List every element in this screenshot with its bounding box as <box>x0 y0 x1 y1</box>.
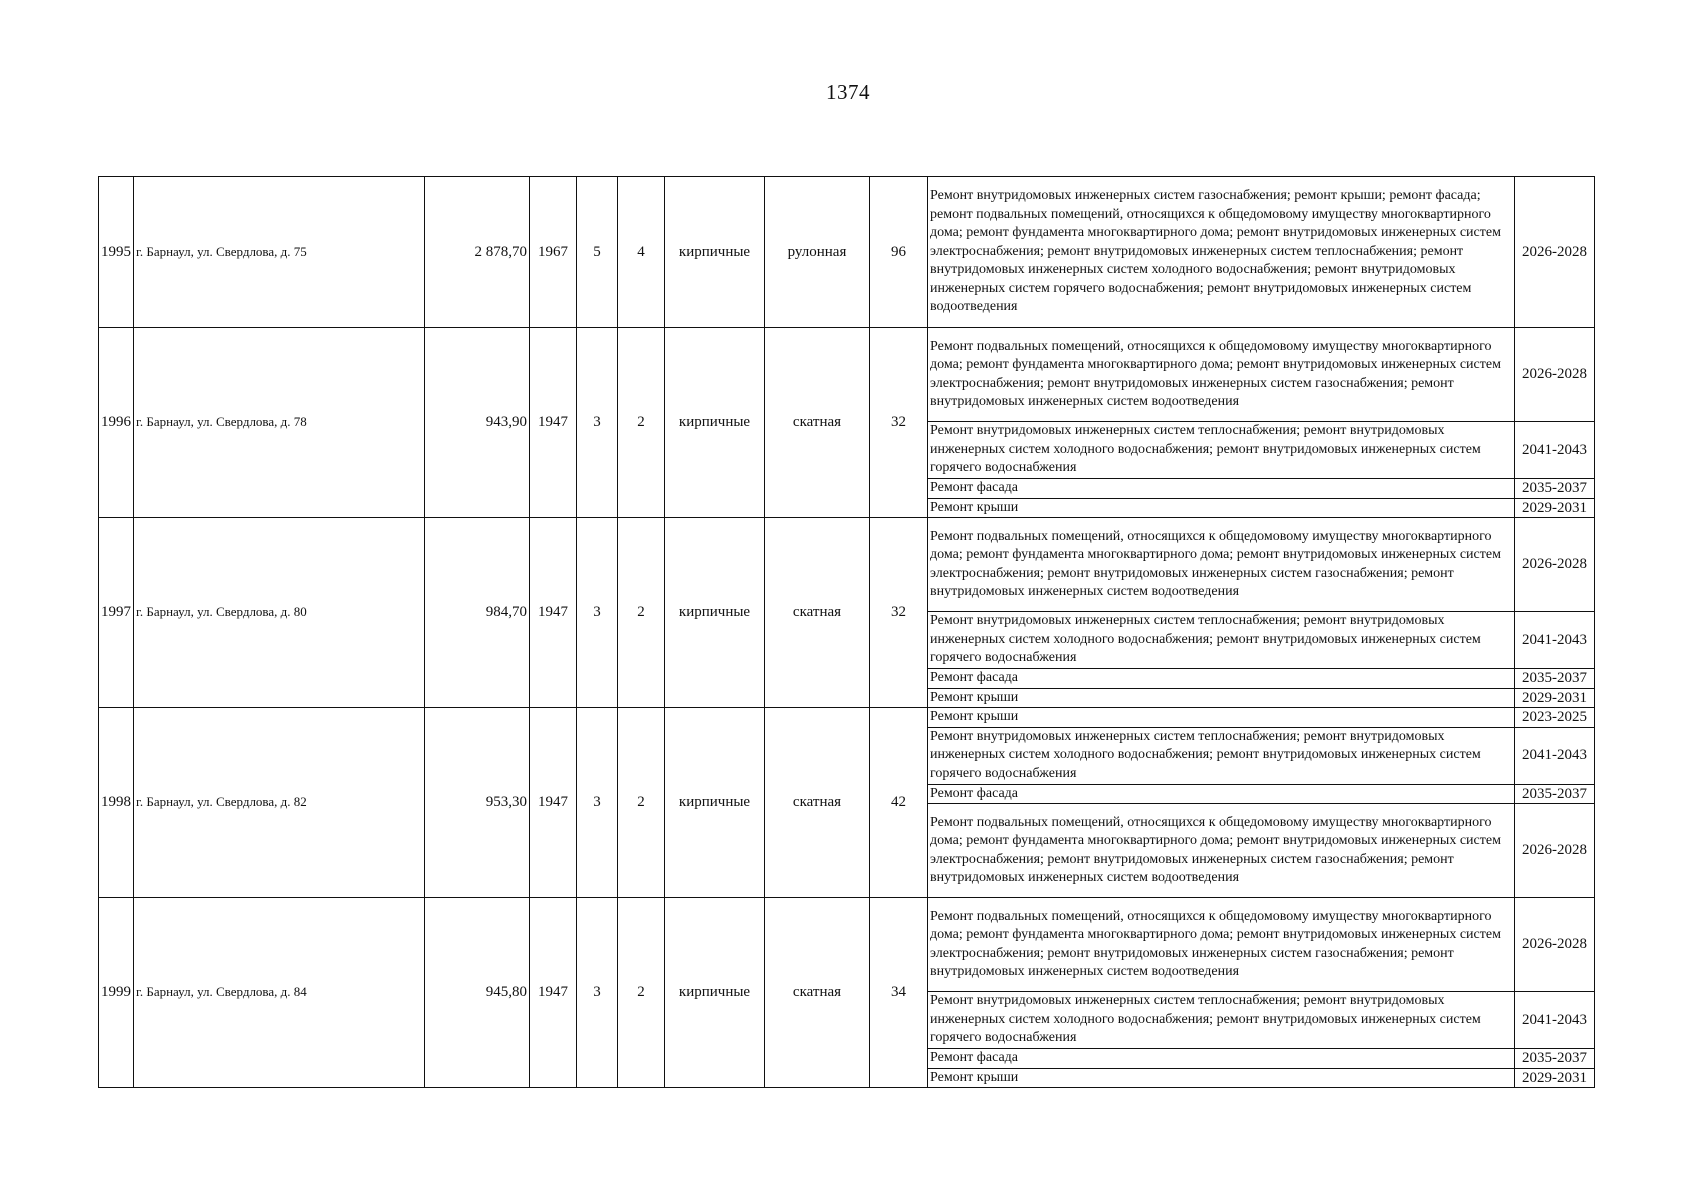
work-period: 2035-2037 <box>1515 479 1595 499</box>
entrances: 2 <box>618 328 665 518</box>
wall-material: кирпичные <box>665 708 765 898</box>
work-description: Ремонт подвальных помещений, относящихся к общедомовому имуществу многоквартирного дома; ремонт фундамента многоквартирного дома; ремонт внутридомовых инженерных систем электроснабжения; ремонт внутридомовых инженерных систем газоснабжения; ремонт внутридомовых инженерных систем водоотведения <box>928 804 1515 898</box>
row-number: 1995 <box>99 177 134 328</box>
apartments: 32 <box>870 518 928 708</box>
work-description: Ремонт внутридомовых инженерных систем теплоснабжения; ремонт внутридомовых инженерных систем холодного водоснабжения; ремонт внутридомовых инженерных систем горячего водоснабжения <box>928 992 1515 1049</box>
area: 945,80 <box>425 898 530 1088</box>
build-year: 1947 <box>530 708 577 898</box>
work-period: 2026-2028 <box>1515 804 1595 898</box>
address: г. Барнаул, ул. Свердлова, д. 75 <box>134 177 425 328</box>
row-number: 1996 <box>99 328 134 518</box>
work-period: 2041-2043 <box>1515 612 1595 669</box>
entrances: 2 <box>618 708 665 898</box>
work-description: Ремонт крыши <box>928 688 1515 708</box>
roof-type: скатная <box>765 898 870 1088</box>
area: 943,90 <box>425 328 530 518</box>
floors: 3 <box>577 708 618 898</box>
area: 984,70 <box>425 518 530 708</box>
wall-material: кирпичные <box>665 328 765 518</box>
page-number: 1374 <box>826 80 870 104</box>
work-period: 2026-2028 <box>1515 518 1595 612</box>
address: г. Барнаул, ул. Свердлова, д. 84 <box>134 898 425 1088</box>
work-period: 2041-2043 <box>1515 727 1595 784</box>
floors: 3 <box>577 898 618 1088</box>
area: 2 878,70 <box>425 177 530 328</box>
area: 953,30 <box>425 708 530 898</box>
build-year: 1947 <box>530 518 577 708</box>
work-description: Ремонт фасада <box>928 1049 1515 1069</box>
build-year: 1967 <box>530 177 577 328</box>
work-description: Ремонт подвальных помещений, относящихся к общедомовому имуществу многоквартирного дома; ремонт фундамента многоквартирного дома; ремонт внутридомовых инженерных систем электроснабжения; ремонт внутридомовых инженерных систем газоснабжения; ремонт внутридомовых инженерных систем водоотведения <box>928 898 1515 992</box>
work-period: 2035-2037 <box>1515 669 1595 689</box>
work-description: Ремонт подвальных помещений, относящихся к общедомовому имуществу многоквартирного дома; ремонт фундамента многоквартирного дома; ремонт внутридомовых инженерных систем электроснабжения; ремонт внутридомовых инженерных систем газоснабжения; ремонт внутридомовых инженерных систем водоотведения <box>928 518 1515 612</box>
work-description: Ремонт фасада <box>928 669 1515 689</box>
apartments: 96 <box>870 177 928 328</box>
work-description: Ремонт внутридомовых инженерных систем теплоснабжения; ремонт внутридомовых инженерных систем холодного водоснабжения; ремонт внутридомовых инженерных систем горячего водоснабжения <box>928 727 1515 784</box>
work-description: Ремонт фасада <box>928 479 1515 499</box>
apartments: 34 <box>870 898 928 1088</box>
work-description: Ремонт фасада <box>928 784 1515 804</box>
work-description: Ремонт внутридомовых инженерных систем теплоснабжения; ремонт внутридомовых инженерных систем холодного водоснабжения; ремонт внутридомовых инженерных систем горячего водоснабжения <box>928 422 1515 479</box>
work-description: Ремонт внутридомовых инженерных систем теплоснабжения; ремонт внутридомовых инженерных систем холодного водоснабжения; ремонт внутридомовых инженерных систем горячего водоснабжения <box>928 612 1515 669</box>
floors: 3 <box>577 328 618 518</box>
roof-type: скатная <box>765 708 870 898</box>
work-description: Ремонт внутридомовых инженерных систем газоснабжения; ремонт крыши; ремонт фасада; ремонт подвальных помещений, относящихся к общедомовому имуществу многоквартирного дома; ремонт фундамента многоквартирного дома; ремонт внутридомовых инженерных систем электроснабжения; ремонт внутридомовых инженерных систем теплоснабжения; ремонт внутридомовых инженерных систем холодного водоснабжения; ремонт внутридомовых инженерных систем горячего водоснабжения; ремонт внутридомовых инженерных систем водоотведения <box>928 177 1515 328</box>
address: г. Барнаул, ул. Свердлова, д. 78 <box>134 328 425 518</box>
work-period: 2026-2028 <box>1515 328 1595 422</box>
floors: 5 <box>577 177 618 328</box>
roof-type: скатная <box>765 518 870 708</box>
work-description: Ремонт крыши <box>928 1068 1515 1088</box>
housing-repair-table <box>98 176 1595 1088</box>
table-row <box>99 518 1595 612</box>
row-number: 1999 <box>99 898 134 1088</box>
work-period: 2041-2043 <box>1515 422 1595 479</box>
roof-type: скатная <box>765 328 870 518</box>
table-row <box>99 898 1595 992</box>
entrances: 2 <box>618 518 665 708</box>
build-year: 1947 <box>530 898 577 1088</box>
work-period: 2026-2028 <box>1515 177 1595 328</box>
work-description: Ремонт крыши <box>928 498 1515 518</box>
wall-material: кирпичные <box>665 177 765 328</box>
work-description: Ремонт подвальных помещений, относящихся к общедомовому имуществу многоквартирного дома; ремонт фундамента многоквартирного дома; ремонт внутридомовых инженерных систем электроснабжения; ремонт внутридомовых инженерных систем газоснабжения; ремонт внутридомовых инженерных систем водоотведения <box>928 328 1515 422</box>
entrances: 4 <box>618 177 665 328</box>
build-year: 1947 <box>530 328 577 518</box>
table-row <box>99 708 1595 728</box>
wall-material: кирпичные <box>665 898 765 1088</box>
row-number: 1997 <box>99 518 134 708</box>
work-period: 2029-2031 <box>1515 1068 1595 1088</box>
wall-material: кирпичные <box>665 518 765 708</box>
address: г. Барнаул, ул. Свердлова, д. 82 <box>134 708 425 898</box>
entrances: 2 <box>618 898 665 1088</box>
work-description: Ремонт крыши <box>928 708 1515 728</box>
table-row <box>99 328 1595 422</box>
work-period: 2035-2037 <box>1515 1049 1595 1069</box>
apartments: 42 <box>870 708 928 898</box>
work-period: 2026-2028 <box>1515 898 1595 992</box>
work-period: 2029-2031 <box>1515 688 1595 708</box>
roof-type: рулонная <box>765 177 870 328</box>
address: г. Барнаул, ул. Свердлова, д. 80 <box>134 518 425 708</box>
work-period: 2029-2031 <box>1515 498 1595 518</box>
apartments: 32 <box>870 328 928 518</box>
work-period: 2035-2037 <box>1515 784 1595 804</box>
row-number: 1998 <box>99 708 134 898</box>
floors: 3 <box>577 518 618 708</box>
work-period: 2041-2043 <box>1515 992 1595 1049</box>
work-period: 2023-2025 <box>1515 708 1595 728</box>
table-row <box>99 177 1595 328</box>
